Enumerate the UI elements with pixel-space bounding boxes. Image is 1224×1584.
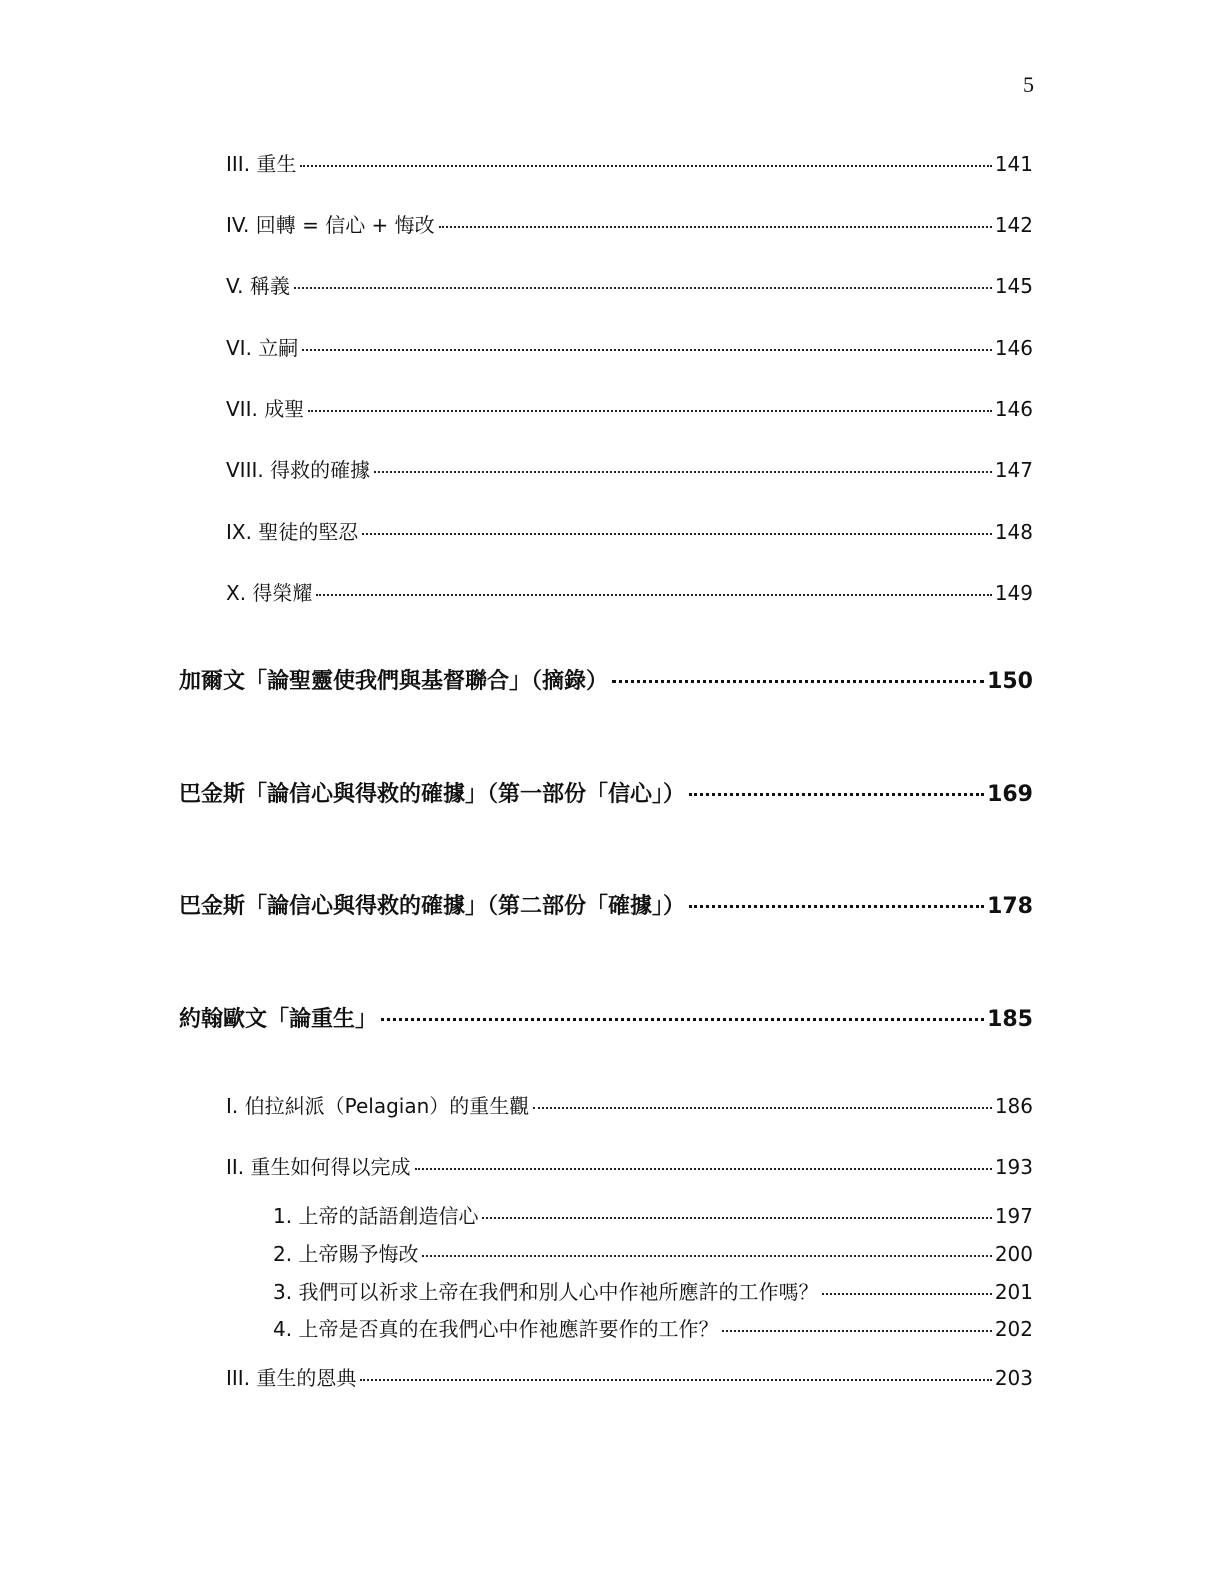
- toc-entry[interactable]: [226, 516, 1033, 545]
- dot-leader: [300, 165, 991, 167]
- toc-subentry-label: 3. 我們可以祈求上帝在我們和別人心中作祂所應許的工作嗎？: [273, 1280, 819, 1304]
- toc-chapter-entry[interactable]: [179, 1002, 1033, 1033]
- dot-leader: [294, 287, 992, 289]
- toc-chapter-entry[interactable]: [179, 664, 1033, 695]
- toc-subentry-page: 202: [994, 1317, 1033, 1341]
- toc-entry[interactable]: [226, 332, 1033, 361]
- dot-leader: [822, 1293, 991, 1295]
- toc-entry-page: 186: [994, 1094, 1033, 1118]
- toc-subentry-page: 197: [994, 1204, 1033, 1228]
- toc-entry-page: 148: [994, 520, 1033, 544]
- toc-entry-label: III. 重生: [226, 152, 297, 176]
- toc-chapter-entry[interactable]: [179, 777, 1033, 808]
- toc-chapter-label: 巴金斯「論信心與得救的確據」（第一部份「信心」）: [179, 782, 686, 807]
- dot-leader: [422, 1255, 991, 1257]
- toc-subentry[interactable]: [273, 1200, 1033, 1229]
- dot-leader: [722, 1330, 991, 1332]
- dot-leader: [316, 594, 991, 596]
- toc-entry-label: I. 伯拉糾派（Pelagian）的重生觀: [226, 1094, 530, 1118]
- toc-entry-page: 146: [994, 336, 1033, 360]
- toc-chapter-label: 巴金斯「論信心與得救的確據」（第二部份「確據」）: [179, 894, 686, 919]
- toc-chapter-entry[interactable]: [179, 889, 1033, 920]
- dot-leader: [308, 410, 992, 412]
- toc-entry-page: 203: [994, 1366, 1033, 1390]
- dot-leader: [689, 793, 984, 796]
- toc-entry-label: VII. 成聖: [226, 397, 305, 421]
- dot-leader: [362, 533, 991, 535]
- toc-entry[interactable]: [226, 148, 1033, 177]
- toc-entry-page: 142: [994, 213, 1033, 237]
- toc-chapter-page: 150: [987, 669, 1033, 694]
- toc-entry-label: III. 重生的恩典: [226, 1366, 357, 1390]
- dot-leader: [439, 226, 992, 228]
- toc-subentry-page: 200: [994, 1242, 1033, 1266]
- toc-entry-page: 147: [994, 458, 1033, 482]
- dot-leader: [381, 1018, 984, 1021]
- dot-leader: [533, 1107, 992, 1109]
- toc-chapter-page: 169: [987, 782, 1033, 807]
- toc-entry[interactable]: [226, 1151, 1033, 1180]
- toc-entry-page: 149: [994, 581, 1033, 605]
- toc-subentry-label: 1. 上帝的話語創造信心: [273, 1204, 479, 1228]
- toc-subentry-page: 201: [994, 1280, 1033, 1304]
- dot-leader: [415, 1168, 992, 1170]
- toc-subentry-label: 2. 上帝賜予悔改: [273, 1242, 419, 1266]
- toc-entry[interactable]: [226, 1090, 1033, 1119]
- toc-subentry-label: 4. 上帝是否真的在我們心中作祂應許要作的工作？: [273, 1317, 719, 1341]
- toc-entry[interactable]: [226, 209, 1033, 238]
- toc-subentry[interactable]: [273, 1276, 1033, 1305]
- toc-entry-label: II. 重生如何得以完成: [226, 1155, 411, 1179]
- toc-entry[interactable]: [226, 270, 1033, 299]
- toc-entry[interactable]: [226, 1362, 1033, 1391]
- toc-chapter-page: 185: [987, 1007, 1033, 1032]
- dot-leader: [612, 680, 984, 683]
- toc-entry[interactable]: [226, 393, 1033, 422]
- toc-entry-label: X. 得榮耀: [226, 581, 313, 605]
- toc-entry[interactable]: [226, 577, 1033, 606]
- toc-entry-label: V. 稱義: [226, 274, 290, 298]
- dot-leader: [374, 471, 992, 473]
- toc-subentry[interactable]: [273, 1313, 1033, 1342]
- toc-chapter-page: 178: [987, 894, 1033, 919]
- toc-entry-page: 141: [994, 152, 1033, 176]
- toc-entry-page: 145: [994, 274, 1033, 298]
- toc-entry-label: VIII. 得救的確據: [226, 458, 371, 482]
- dot-leader: [302, 349, 992, 351]
- toc-subentry[interactable]: [273, 1238, 1033, 1267]
- dot-leader: [482, 1217, 991, 1219]
- dot-leader: [689, 905, 984, 908]
- page-number: 5: [1023, 72, 1034, 97]
- toc-entry-label: VI. 立嗣: [226, 336, 299, 360]
- toc-entry-page: 146: [994, 397, 1033, 421]
- toc-entry-page: 193: [994, 1155, 1033, 1179]
- dot-leader: [360, 1379, 991, 1381]
- toc-chapter-label: 加爾文「論聖靈使我們與基督聯合」（摘錄）: [179, 669, 609, 694]
- toc-entry-label: IV. 回轉 = 信心 + 悔改: [226, 213, 435, 237]
- toc-entry[interactable]: [226, 454, 1033, 483]
- toc-entry-label: IX. 聖徒的堅忍: [226, 520, 359, 544]
- toc-chapter-label: 約翰歐文「論重生」: [179, 1007, 378, 1032]
